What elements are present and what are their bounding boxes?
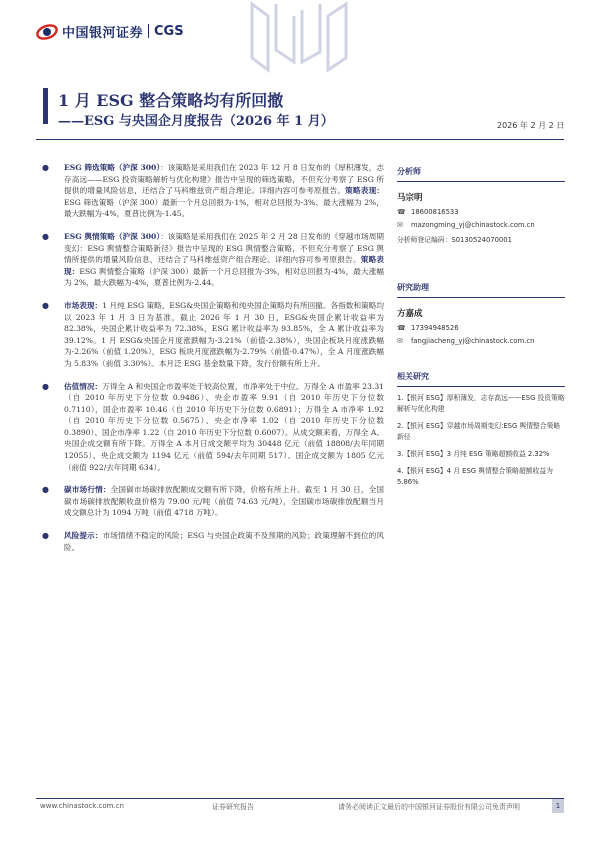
footer-website[interactable]: www.chinastock.com.cn: [40, 802, 124, 810]
assistant-phone-row: [397, 324, 565, 332]
footer-report-type: 证券研究报告: [212, 803, 254, 811]
bullet-text: ：该策略是采用我们在 2023 年 12 月 8 日发布的《厚积薄发，志存高远——ESG 投资策略解析与优化构建》报告中呈现的筛选策略，不但充分考察了 ESG 所提供的增量风险信息，还结合了马科维兹资产组合理论。详细内容可参考原报告。: [64, 163, 384, 196]
bullet-heading: 风险提示：: [64, 531, 103, 541]
related-research-item[interactable]: 3.【银河 ESG】3 月纯 ESG 策略超额收益 2.32%: [397, 450, 550, 458]
sidebar: [397, 166, 565, 488]
analyst-name: 马宗明: [397, 193, 423, 203]
bullet-text: 1 月纯 ESG 策略、ESG&央国企策略和纯央国企策略均有所回撤。各指数和策略均以 2023 年 1 月 3 日为基准，截止 2026 年 1 月 30 日，ESG&央国企累计收益率为 82.38%，央国企累计收益率为 72.38%，ESG 累计收益率为 93.85%，全 A 累计收益率为 39.12%。1 月 ESG&央国企月度涨跌幅为-3.21%（前值-2.38%），央国企板块月度涨跌幅为-2.26%（前值 1.20%），ESG 板块月度涨跌幅为-2.79%（前值-0.47%），全 A 月度涨跌幅为 5.83%（前值 3.30%）。本月泛 ESG 基金数量下降，发行份额有所上升。: [64, 300, 385, 368]
bullet-icon: ●: [42, 531, 49, 541]
bullet-subheading: 策略表现：: [345, 186, 385, 196]
assistant-email-row: [397, 337, 565, 345]
sidebar-rule: [397, 181, 565, 182]
phone-icon: ☎: [397, 324, 406, 332]
summary-bullet-market-performance: [42, 300, 384, 370]
bullet-text: ESG 筛选策略（沪深 300）最新一个月总回报为-1%，相对总回报为-3%、最大涨幅为 2%，最大跌幅为-4%，夏普比例为-1.45。: [64, 197, 384, 219]
summary-bullet-esg-screening: [42, 162, 384, 220]
summary-bullet-risk-warning: [42, 530, 384, 553]
analyst-phone: 18600816533: [411, 208, 459, 216]
bullet-icon: ●: [42, 163, 49, 172]
analyst-phone-row: [397, 208, 565, 216]
bullet-icon: ●: [42, 300, 49, 310]
bullet-heading: ESG 筛选策略（沪深 300）: [64, 163, 161, 172]
logo-english-name: CGS: [154, 23, 184, 39]
assistant-heading: 研究助理: [397, 283, 429, 292]
phone-icon: ☎: [397, 208, 406, 216]
analyst-registration: 分析师登记编码：S0130524070001: [397, 236, 512, 244]
report-date: 2026 年 2 月 2 日: [497, 121, 565, 130]
bullet-text: ：该策略是采用我们在 2025 年 2 月 28 日发布的《穿越市场周期变幻：ESG 舆情整合策略新径》报告中呈现的 ESG 舆情整合策略，不但充分考察了 ESG 舆情所提供的增量风险信息，还结合了马科维兹资产组合理论。详细内容可参考原报告。: [64, 231, 384, 265]
email-icon: ✉: [397, 221, 403, 229]
related-research-item[interactable]: 1.【银河 ESG】厚积薄发，志存高远——ESG 投资策略解析与优化构建: [397, 394, 565, 413]
sidebar-rule: [397, 297, 565, 298]
report-subtitle: ——ESG 与央国企月度报告（2026 年 1 月）: [58, 114, 334, 129]
company-logo: [36, 18, 184, 44]
assistant-phone: 17394948526: [411, 324, 459, 332]
galaxy-logo-icon: [36, 20, 58, 42]
related-research-item[interactable]: 2.【银河 ESG】穿越市场周期变幻:ESG 舆情整合策略新径: [397, 422, 561, 441]
bullet-heading: 碳市场行情：: [64, 485, 111, 495]
summary-bullet-valuation: [42, 381, 384, 474]
bullet-text: ESG 舆情整合策略（沪深 300）最新一个月总回报为-3%，相对总回报为-4%，最大涨幅为 2%，最大跌幅为-4%，夏普比例为-2.44。: [64, 266, 384, 288]
bullet-text: 全国碳市场碳排放配额成交额有所下降，价格有所上升。截至 1 月 30 日，全国碳市场碳排放配额收盘价格为 79.00 元/吨（前值 74.63 元/吨），全国碳市场碳排放配额当月成交额总计为 1094 万吨（前值 4718 万吨）。: [64, 485, 385, 518]
footer-divider: [36, 798, 564, 799]
logo-chinese-name: 中国银河证券: [62, 25, 144, 41]
footer-disclaimer: 请务必阅读正文最后的中国银河证券股份有限公司免责声明: [338, 803, 520, 811]
analyst-heading: 分析师: [397, 167, 421, 176]
sidebar-rule: [397, 386, 565, 387]
bullet-text: 万得全 A 和央国企市盈率处于较高位置，市净率处于中位。万得全 A 市盈率 23.31（自 2010 年历史下分位数 0.9486）、央企市盈率 9.91（自 2010 年历史下分位数 0.7110），国企市盈率 10.46（自 2010 年历史下分位数 0.6891）；万得全 A 市净率 1.92（自 2010 年历史下分位数 0.5675）、央企市净率 1.02（自 2010 年历史下分位数 0.3890）、国企市净率 1.22（自 2010 年历史下分位数 0.6007）。从成交额来看，万得全 A、央国企成交额有所下降。万得全 A 本月日成交额平均为 30448 亿元（前值 18808/去年同期 12055）、央企成交额为 1194 亿元（前值 594/去年同期 517）、国企成交额为 1805 亿元（前值 922/去年同期 634）。: [64, 381, 385, 472]
logo-divider: [148, 24, 149, 38]
assistant-email[interactable]: fangjiacheng_yj@chinastock.com.cn: [411, 337, 535, 345]
summary-column: [42, 162, 384, 564]
related-research-heading: 相关研究: [397, 372, 429, 381]
page-number: 1: [552, 799, 564, 813]
bullet-icon: ●: [42, 231, 49, 241]
title-accent-bar: [43, 88, 48, 124]
related-research-item[interactable]: 4.【银河 ESG】4 月 ESG 舆情整合策略超额收益为 5.86%: [397, 467, 553, 486]
summary-bullet-carbon-market: [42, 484, 384, 519]
bullet-heading: ESG 舆情策略（沪深 300）: [64, 231, 161, 241]
bullet-text: 市场情绪不稳定的风险；ESG 与央国企政策不及预期的风险；政策理解不到位的风险。: [64, 531, 384, 552]
email-icon: ✉: [397, 337, 403, 345]
bullet-icon: ●: [42, 381, 49, 391]
report-title: 1 月 ESG 整合策略均有所回撤: [58, 91, 284, 110]
bullet-subheading: 策略表现：: [64, 255, 384, 276]
title-divider: [36, 139, 564, 140]
analyst-email-row: [397, 221, 565, 229]
summary-bullet-esg-sentiment: [42, 231, 384, 289]
bullet-icon: ●: [42, 485, 49, 495]
assistant-name: 方嘉成: [397, 309, 423, 319]
header-watermark-graphic: [246, 0, 356, 76]
analyst-email[interactable]: mazongming_yj@chinastock.com.cn: [411, 221, 535, 229]
bullet-heading: 估值情况：: [64, 381, 103, 391]
bullet-heading: 市场表现：: [64, 300, 103, 310]
